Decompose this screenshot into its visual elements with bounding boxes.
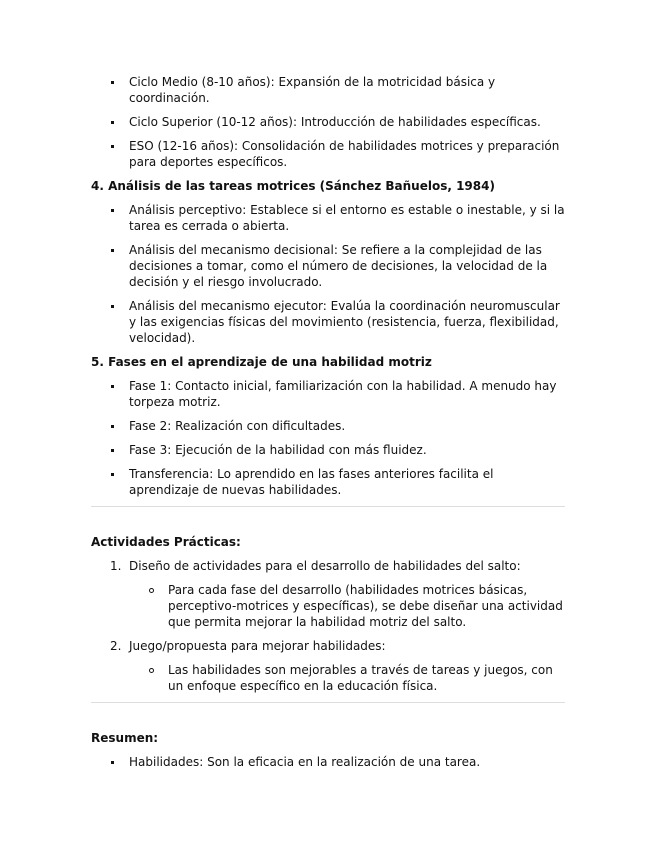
ciclos-list	[91, 74, 565, 170]
section-divider	[91, 506, 565, 507]
list-item: Fase 3: Ejecución de la habilidad con más fluidez.	[91, 442, 565, 458]
sub-list	[129, 582, 565, 630]
fases-list	[91, 378, 565, 498]
sub-list	[129, 662, 565, 694]
sub-list-item: Para cada fase del desarrollo (habilidades motrices básicas, perceptivo-motrices y específicas), se debe diseñar una actividad que permita mejorar la habilidad motriz del salto.	[129, 582, 565, 630]
list-item: Habilidades: Son la eficacia en la realización de una tarea.	[91, 754, 565, 770]
list-item: Análisis del mecanismo decisional: Se refiere a la complejidad de las decisiones a tomar, como el número de decisiones, la velocidad de la decisión y el riesgo involucrado.	[91, 242, 565, 290]
item-number: 1.	[110, 559, 122, 573]
list-item: Ciclo Superior (10-12 años): Introducción de habilidades específicas.	[91, 114, 565, 130]
list-item: Fase 1: Contacto inicial, familiarización con la habilidad. A menudo hay torpeza motriz.	[91, 378, 565, 410]
section-heading-fases: 5. Fases en el aprendizaje de una habilidad motriz	[91, 355, 432, 369]
section-heading-resumen: Resumen:	[91, 731, 159, 745]
resumen-list	[91, 754, 565, 770]
numbered-item	[91, 638, 565, 694]
list-item: ESO (12-16 años): Consolidación de habilidades motrices y preparación para deportes específicos.	[91, 138, 565, 170]
document-content	[91, 74, 565, 778]
section-divider	[91, 702, 565, 703]
list-item: Transferencia: Lo aprendido en las fases anteriores facilita el aprendizaje de nuevas habilidades.	[91, 466, 565, 498]
item-text: Juego/propuesta para mejorar habilidades:	[129, 639, 386, 653]
list-item: Ciclo Medio (8-10 años): Expansión de la motricidad básica y coordinación.	[91, 74, 565, 106]
item-number: 2.	[110, 639, 122, 653]
list-item: Fase 2: Realización con dificultades.	[91, 418, 565, 434]
list-item: Análisis del mecanismo ejecutor: Evalúa la coordinación neuromuscular y las exigencias físicas del movimiento (resistencia, fuerza, flexibilidad, velocidad).	[91, 298, 565, 346]
section-heading-actividades: Actividades Prácticas:	[91, 535, 241, 549]
numbered-item	[91, 558, 565, 630]
list-item: Análisis perceptivo: Establece si el entorno es estable o inestable, y si la tarea es cerrada o abierta.	[91, 202, 565, 234]
sub-list-item: Las habilidades son mejorables a través de tareas y juegos, con un enfoque específico en la educación física.	[129, 662, 565, 694]
analisis-list	[91, 202, 565, 346]
actividades-list	[91, 558, 565, 694]
item-text: Diseño de actividades para el desarrollo de habilidades del salto:	[129, 559, 521, 573]
section-heading-analisis: 4. Análisis de las tareas motrices (Sánchez Bañuelos, 1984)	[91, 179, 495, 193]
